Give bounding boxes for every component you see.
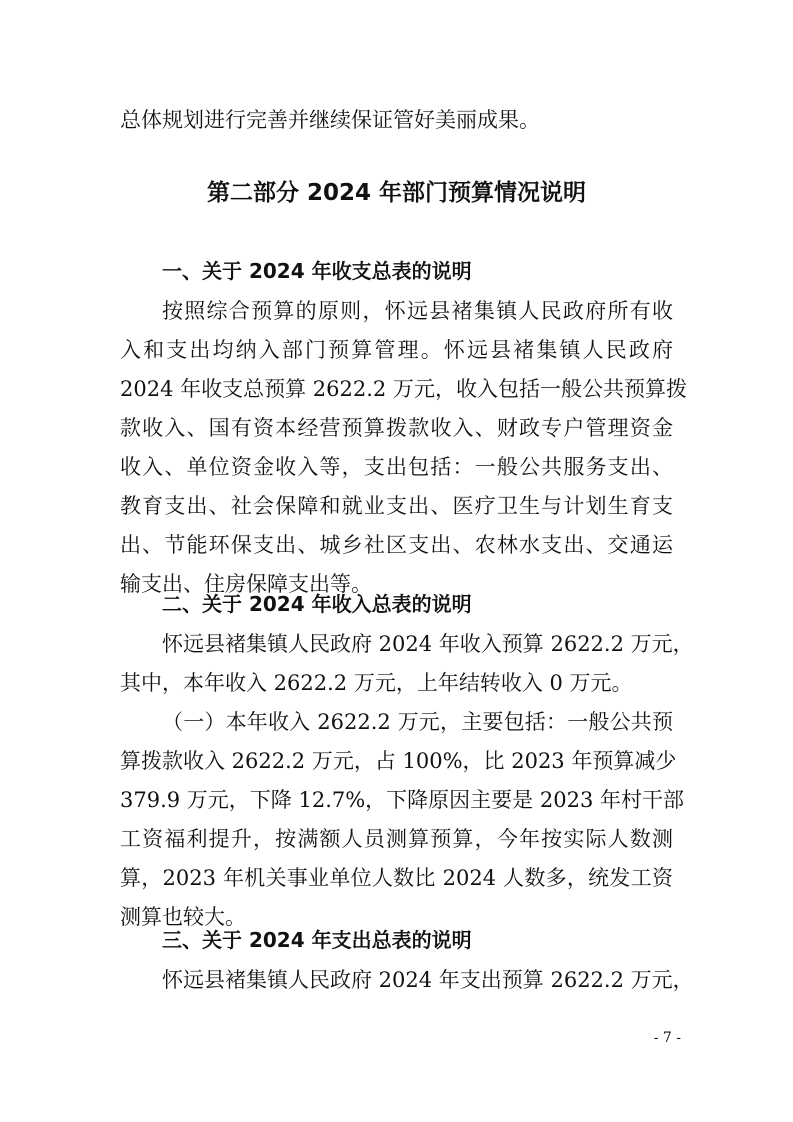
paragraph-line: 款收入、国有资本经营预算拨款收入、财政专户管理资金 bbox=[120, 416, 673, 440]
page-number: - 7 - bbox=[653, 1030, 681, 1046]
paragraph-line: 收入、单位资金收入等，支出包括：一般公共服务支出、 bbox=[120, 455, 673, 479]
paragraph-line: 入和支出均纳入部门预算管理。怀远县褚集镇人民政府 bbox=[120, 338, 673, 362]
paragraph-line: 怀远县褚集镇人民政府 2024 年收入预算 2622.2 万元， bbox=[162, 632, 694, 656]
paragraph-line: 工资福利提升，按满额人员测算预算，今年按实际人数测 bbox=[120, 827, 673, 851]
section-1-heading: 一、关于 2024 年收支总表的说明 bbox=[162, 259, 472, 283]
intro-line: 总体规划进行完善并继续保证管好美丽成果。 bbox=[120, 108, 540, 132]
paragraph-line: 379.9 万元，下降 12.7%，下降原因主要是 2023 年村干部 bbox=[120, 788, 684, 812]
paragraph-line: 怀远县褚集镇人民政府 2024 年支出预算 2622.2 万元， bbox=[162, 968, 694, 992]
paragraph-line: 出、节能环保支出、城乡社区支出、农林水支出、交通运 bbox=[120, 533, 673, 557]
section-2-heading: 二、关于 2024 年收入总表的说明 bbox=[162, 592, 472, 616]
paragraph-line: （一）本年收入 2622.2 万元，主要包括：一般公共预 bbox=[162, 710, 673, 734]
part-title: 第二部分 2024 年部门预算情况说明 bbox=[206, 180, 587, 206]
section-3-heading: 三、关于 2024 年支出总表的说明 bbox=[162, 928, 472, 952]
paragraph-line: 测算也较大。 bbox=[120, 905, 246, 929]
paragraph-line: 算，2023 年机关事业单位人数比 2024 人数多，统发工资 bbox=[120, 866, 673, 890]
paragraph-line: 2024 年收支总预算 2622.2 万元，收入包括一般公共预算拨 bbox=[120, 377, 687, 401]
paragraph-line: 其中，本年收入 2622.2 万元，上年结转收入 0 万元。 bbox=[120, 671, 633, 695]
paragraph-line: 算拨款收入 2622.2 万元，占 100%，比 2023 年预算减少 bbox=[120, 749, 677, 773]
paragraph-line: 按照综合预算的原则，怀远县褚集镇人民政府所有收 bbox=[162, 299, 673, 323]
paragraph-line: 输支出、住房保障支出等。 bbox=[120, 572, 372, 596]
paragraph-line: 教育支出、社会保障和就业支出、医疗卫生与计划生育支 bbox=[120, 494, 673, 518]
